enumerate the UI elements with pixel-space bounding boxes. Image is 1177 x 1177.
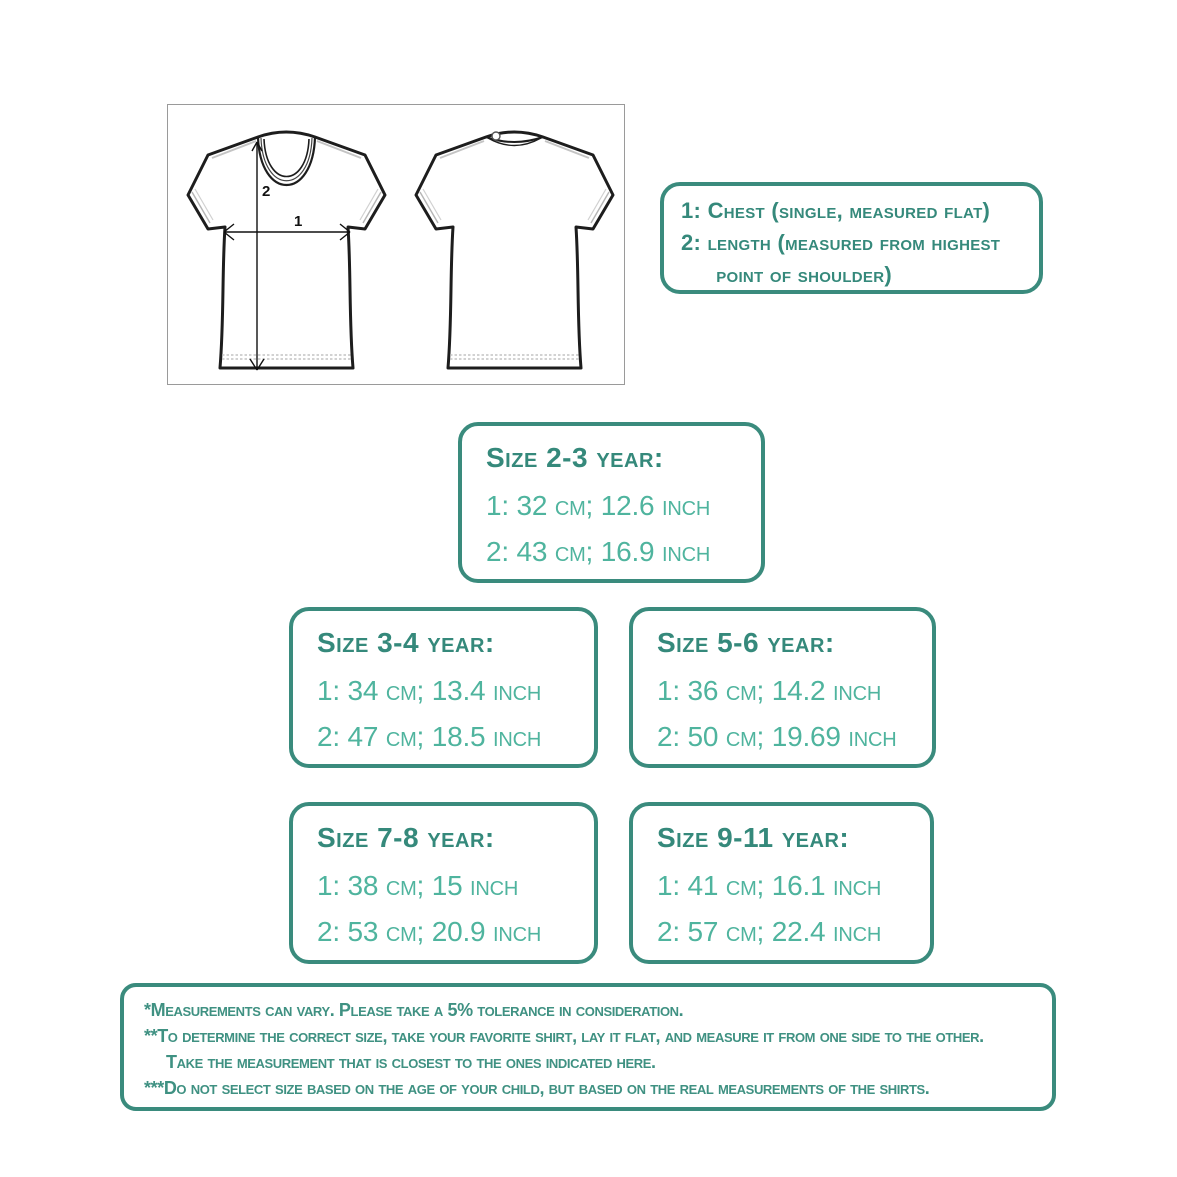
size-length-value: 2: 43 cm; 16.9 inch [486,536,711,567]
size-title: Size 7-8 year: [317,822,495,853]
size-box-2-3-year [458,422,765,583]
size-chest-value: 1: 32 cm; 12.6 inch [486,490,711,521]
size-length-value: 2: 47 cm; 18.5 inch [317,721,542,752]
size-title: Size 3-4 year: [317,627,495,658]
note-tolerance: *Measurements can vary. Please take a 5% tolerance in consideration. [144,1000,684,1020]
measurement-legend-box [660,182,1043,294]
tshirt-back-outline [416,132,613,368]
size-box-7-8-year [289,802,598,964]
size-chest-value: 1: 41 cm; 16.1 inch [657,870,882,901]
size-chest-value: 1: 34 cm; 13.4 inch [317,675,542,706]
tshirt-back [416,132,613,368]
note-how-to-measure-cont: Take the measurement that is closest to the ones indicated here. [166,1052,656,1072]
size-chest-value: 1: 38 cm; 15 inch [317,870,519,901]
size-title: Size 5-6 year: [657,627,835,658]
size-length-value: 2: 53 cm; 20.9 inch [317,916,542,947]
chest-label: 1 [294,213,303,230]
note-age-warning: ***Do not select size based on the age of your child, but based on the real measurements of the shirts. [144,1078,930,1098]
notes-box [120,983,1056,1111]
size-box-9-11-year [629,802,934,964]
size-chest-value: 1: 36 cm; 14.2 inch [657,675,882,706]
tshirt-diagram-svg [168,105,624,384]
size-box-3-4-year [289,607,598,768]
size-title: Size 2-3 year: [486,442,664,473]
tshirt-front-outline [188,132,385,368]
size-length-value: 2: 50 cm; 19.69 inch [657,721,897,752]
tshirt-diagram [167,104,625,385]
note-how-to-measure: **To determine the correct size, take your favorite shirt, lay it flat, and measure it from one side to the other. [144,1026,984,1046]
back-collar-loop [492,132,500,140]
legend-item-chest: 1: Chest (single, measured flat) [681,198,991,223]
size-box-5-6-year [629,607,936,768]
length-label: 2 [262,183,271,200]
size-length-value: 2: 57 cm; 22.4 inch [657,916,882,947]
legend-item-length: 2: length (measured from highest point of shoulder) [681,230,1001,287]
tshirt-front [188,132,385,370]
size-title: Size 9-11 year: [657,822,850,853]
